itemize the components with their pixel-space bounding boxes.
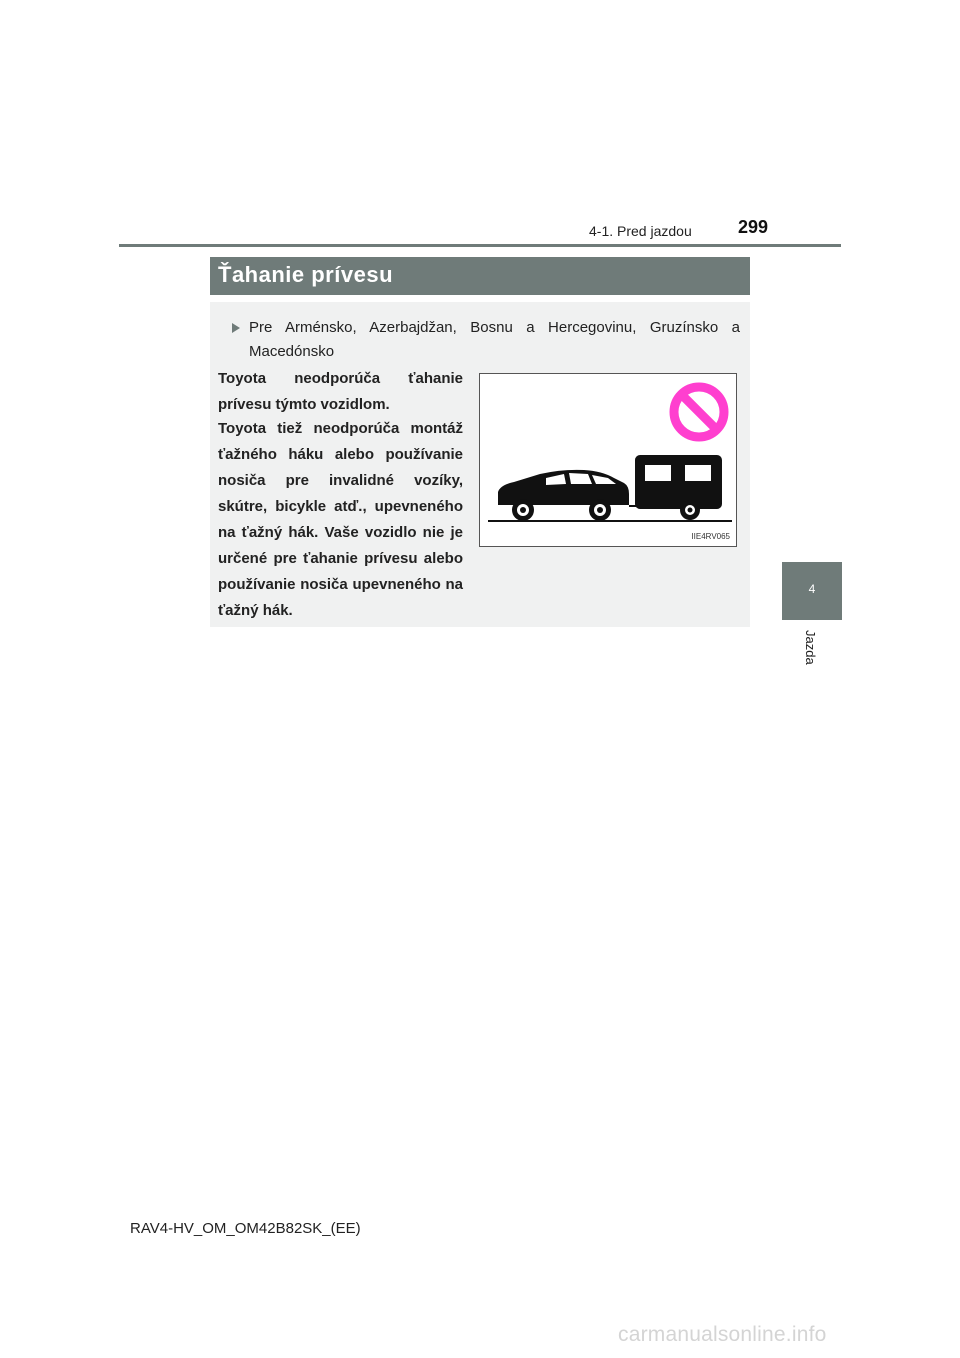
illustration-code: IIE4RV065 [691, 532, 730, 541]
section-title: Ťahanie prívesu [218, 262, 394, 287]
paragraph-no-hitch: Toyota tiež neodporúča montáž ťažného háku alebo používanie nosiča pre invalidné vozíky, skútre, bicykle atď., upevneného na ťažný hák. Vaše vozidlo nie je určené pre ťahanie prívesu alebo používanie nosiča upevneného na ťažný hák. [218, 420, 463, 619]
header-rule [119, 244, 841, 247]
region-note [232, 316, 740, 364]
car-icon [498, 470, 640, 521]
chapter-tab [782, 562, 842, 620]
section-title-bar [210, 257, 750, 295]
watermark: carmanualsonline.info [618, 1323, 827, 1346]
region-note-text: Pre Arménsko, Azerbajdžan, Bosnu a Hercegovinu, Gruzínsko a Macedónsko [249, 319, 740, 360]
towing-illustration [479, 373, 737, 547]
trailer-icon [635, 455, 722, 520]
section-label: 4-1. Pred jazdou [589, 223, 692, 239]
paragraph-no-towing: Toyota neodporúča ťahanie prívesu týmto vozidlom. [218, 370, 463, 413]
page-number: 299 [738, 217, 769, 237]
chapter-label: Jazda [803, 630, 818, 665]
triangle-bullet-icon [232, 323, 240, 333]
prohibition-icon [674, 387, 724, 437]
document-id: RAV4-HV_OM_OM42B82SK_(EE) [130, 1220, 361, 1237]
chapter-number: 4 [808, 582, 816, 596]
